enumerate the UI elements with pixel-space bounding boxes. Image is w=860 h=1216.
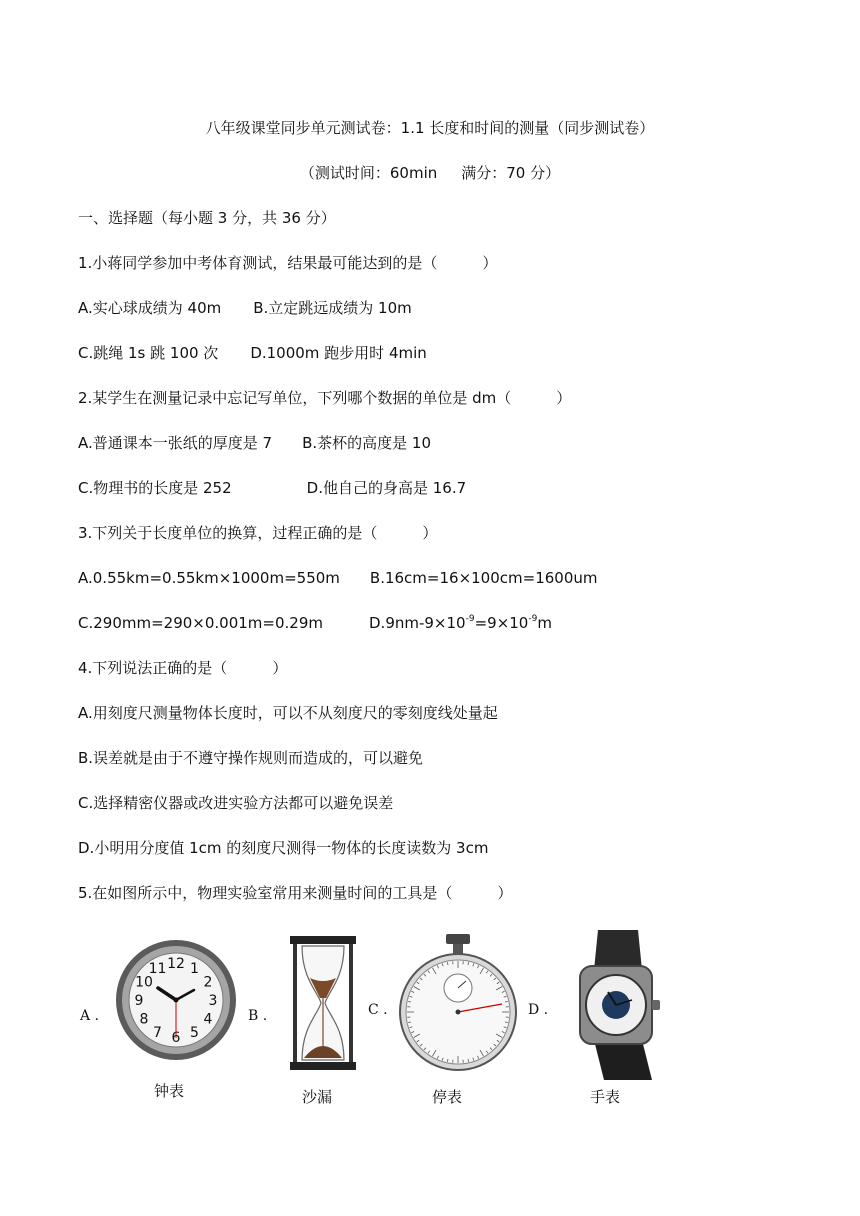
q5-option-a-letter: A .	[80, 1008, 100, 1024]
page-title: 八年级课堂同步单元测试卷：1.1 长度和时间的测量（同步测试卷）	[205, 119, 655, 137]
q2-option-a: A.普通课本一张纸的厚度是 7	[78, 434, 273, 452]
q5-option-d-caption: 手表	[590, 1088, 621, 1106]
q4-stem: 4.下列说法正确的是（ ）	[78, 659, 288, 677]
q2-option-b: B.茶杯的高度是 10	[302, 434, 432, 452]
q1-option-c: C.跳绳 1s 跳 100 次	[78, 344, 219, 362]
q3-option-a: A.0.55km=0.55km×1000m=550m	[78, 569, 340, 587]
clock-numeral: 7	[153, 1025, 162, 1041]
clock-numeral: 6	[171, 1030, 181, 1046]
q5-option-b-letter: B .	[248, 1008, 268, 1024]
q2-option-c: C.物理书的长度是 252	[78, 479, 232, 497]
q5-option-c-letter: C .	[368, 1002, 388, 1018]
clock-numeral: 12	[167, 956, 185, 972]
q3-option-d-base2: =9×10	[474, 614, 529, 632]
clock-numeral: 1	[190, 961, 199, 977]
section-heading: 一、选择题（每小题 3 分，共 36 分）	[78, 209, 336, 227]
q3-option-d-exponent1: -9	[465, 614, 475, 624]
q3-option-d	[369, 614, 552, 632]
q1-options-cd	[78, 343, 427, 363]
q4-option-b: B.误差就是由于不遵守操作规则而造成的，可以避免	[78, 749, 424, 767]
clock-numeral: 9	[134, 993, 144, 1009]
stopwatch-icon	[396, 932, 522, 1074]
clock-numeral: 11	[148, 961, 167, 977]
q3-option-c: C.290mm=290×0.001m=0.29m	[78, 614, 323, 632]
q1-stem: 1.小蒋同学参加中考体育测试，结果最可能达到的是（ ）	[78, 254, 498, 272]
q3-option-d-unit: m	[537, 614, 552, 632]
q1-options-ab	[78, 298, 412, 318]
q3-options-ab	[78, 568, 597, 588]
clock-numeral: 5	[190, 1025, 199, 1041]
clock-numeral: 2	[203, 974, 213, 991]
q3-option-d-exponent2: -9	[528, 614, 538, 624]
test-info	[0, 163, 860, 183]
q5-option-c-caption: 停表	[432, 1088, 463, 1106]
q2-stem: 2.某学生在测量记录中忘记写单位，下列哪个数据的单位是 dm（ ）	[78, 389, 572, 407]
hourglass-icon	[288, 934, 358, 1072]
clock-numeral: 8	[139, 1011, 149, 1028]
wristwatch-icon	[568, 930, 668, 1080]
q5-stem: 5.在如图所示中，物理实验室常用来测量时间的工具是（ ）	[78, 884, 513, 902]
q3-stem: 3.下列关于长度单位的换算，过程正确的是（ ）	[78, 524, 438, 542]
clock-numeral: 4	[203, 1011, 213, 1028]
q4-option-d: D.小明用分度值 1cm 的刻度尺测得一物体的长度读数为 3cm	[78, 839, 489, 857]
q5-option-a-caption: 钟表	[154, 1082, 185, 1100]
q5-option-b-caption: 沙漏	[302, 1088, 333, 1106]
q4-option-a: A.用刻度尺测量物体长度时，可以不从刻度尺的零刻度线处量起	[78, 704, 498, 722]
q3-options-cd	[78, 613, 552, 633]
q5-option-d-letter: D .	[528, 1002, 549, 1018]
q5-figure	[78, 930, 678, 1120]
q2-option-d: D.他自己的身高是 16.7	[306, 479, 467, 497]
q3-option-d-base1: D.9nm-9×10	[369, 614, 466, 632]
clock-numeral: 10	[135, 974, 153, 991]
q3-option-b: B.16cm=16×100cm=1600um	[369, 569, 598, 587]
clock-numeral: 3	[208, 993, 218, 1009]
wall-clock-icon	[114, 938, 238, 1062]
q4-option-c: C.选择精密仪器或改进实验方法都可以避免误差	[78, 794, 394, 812]
q1-option-b: B.立定跳远成绩为 10m	[253, 299, 412, 317]
q2-options-cd	[78, 478, 466, 498]
test-time: （测试时间：60min	[299, 164, 438, 182]
full-score: 满分：70 分）	[461, 164, 561, 182]
q2-options-ab	[78, 433, 431, 453]
q1-option-a: A.实心球成绩为 40m	[78, 299, 222, 317]
q1-option-d: D.1000m 跑步用时 4min	[250, 344, 427, 362]
